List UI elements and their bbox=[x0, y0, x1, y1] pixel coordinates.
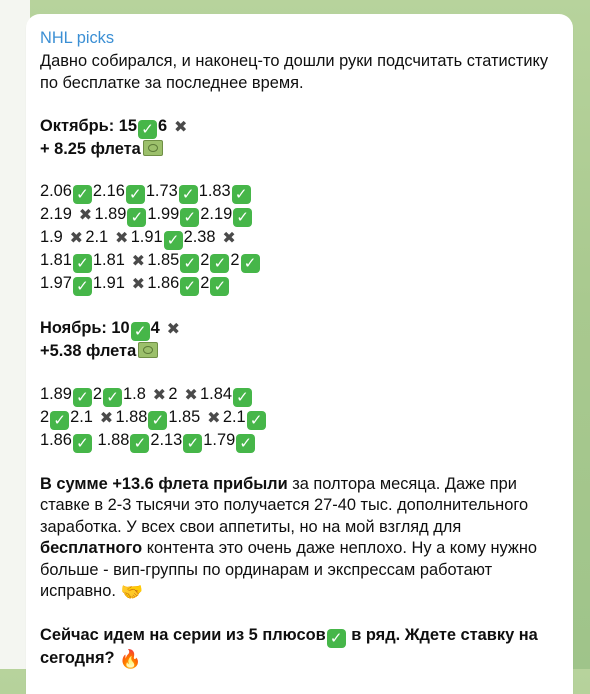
odds-row bbox=[40, 204, 560, 227]
cross-icon: ✖ bbox=[131, 253, 146, 271]
odds-value: 1.84 bbox=[200, 384, 232, 403]
odds-row bbox=[40, 250, 560, 273]
summary-text: В сумме +13.6 флета прибыли за полтора месяца. Даже при ставке в 2-3 тысячи это получается 27-40 тыс. дополнительного заработка. У всех свои аппетиты, но на мой взгляд для бесплатного контента это очень даже неплохо. Ну а кому нужно больше - вип-группы по ординарам и экспрессам работают исправно. 🤝 bbox=[40, 474, 538, 603]
cross-icon: ✖ bbox=[173, 118, 188, 136]
check-icon: ✓ bbox=[50, 411, 69, 430]
check-icon: ✓ bbox=[247, 411, 266, 430]
odds-value: 1.83 bbox=[198, 182, 231, 201]
odds-row bbox=[40, 384, 560, 407]
odds-value: 2.1 bbox=[85, 228, 113, 247]
november-header: Ноябрь: 10 ✓ 4 ✖ bbox=[40, 318, 181, 340]
cross-icon: ✖ bbox=[152, 386, 167, 404]
odds-value: 1.88 bbox=[115, 407, 148, 426]
message-content bbox=[40, 28, 560, 670]
odds-row bbox=[40, 273, 560, 296]
sender-name[interactable]: NHL picks bbox=[40, 29, 115, 47]
odds-value: 2 bbox=[230, 251, 240, 270]
check-icon: ✓ bbox=[183, 434, 202, 453]
odds-value: 1.85 bbox=[168, 407, 205, 426]
check-icon: ✓ bbox=[164, 231, 183, 250]
cross-icon: ✖ bbox=[207, 409, 221, 427]
check-icon: ✓ bbox=[73, 185, 92, 204]
cross-icon: ✖ bbox=[78, 207, 93, 225]
handshake-icon: 🤝 bbox=[120, 582, 143, 603]
cross-icon: ✖ bbox=[114, 230, 129, 248]
check-icon: ✓ bbox=[148, 411, 167, 430]
october-odds-list bbox=[40, 181, 560, 296]
money-with-wings-icon bbox=[143, 140, 163, 156]
odds-value: 2.19 bbox=[40, 205, 77, 224]
check-icon: ✓ bbox=[233, 388, 252, 407]
check-icon: ✓ bbox=[210, 277, 229, 296]
odds-value: 1.86 bbox=[40, 430, 72, 449]
check-icon: ✓ bbox=[241, 254, 260, 273]
odds-value: 2.13 bbox=[150, 430, 183, 449]
check-icon: ✓ bbox=[180, 254, 199, 273]
november-profit: +5.38 флета bbox=[40, 341, 560, 362]
odds-value: 2 bbox=[92, 384, 103, 403]
odds-value: 1.9 bbox=[40, 228, 68, 247]
odds-value: 2.16 bbox=[92, 182, 125, 201]
odds-value: 1.81 bbox=[92, 251, 130, 270]
october-profit: + 8.25 флета bbox=[40, 139, 560, 160]
odds-value: 1.88 bbox=[92, 430, 130, 449]
odds-value: 2.1 bbox=[222, 407, 246, 426]
odds-value: 1.89 bbox=[40, 384, 72, 403]
closing-text: Сейчас идем на серии из 5 плюсов ✓ в ряд. Ждете ставку на сегодня? 🔥 bbox=[40, 625, 538, 669]
odds-row bbox=[40, 407, 560, 430]
check-icon: ✓ bbox=[180, 208, 199, 227]
odds-row bbox=[40, 227, 560, 250]
cross-icon: ✖ bbox=[222, 230, 236, 248]
odds-row bbox=[40, 430, 560, 453]
intro-text: Давно собирался, и наконец-то дошли руки подсчитать статистику по бесплатке за последнее время. bbox=[40, 52, 549, 92]
check-icon: ✓ bbox=[233, 208, 252, 227]
november-odds-list bbox=[40, 384, 560, 453]
odds-value: 1.97 bbox=[40, 274, 72, 293]
odds-row bbox=[40, 181, 560, 204]
odds-value: 1.86 bbox=[147, 274, 180, 293]
odds-value: 2 bbox=[200, 274, 210, 293]
odds-value: 1.79 bbox=[203, 430, 236, 449]
odds-value: 1.91 bbox=[130, 228, 163, 247]
check-icon: ✓ bbox=[130, 434, 149, 453]
check-icon: ✓ bbox=[180, 277, 199, 296]
check-icon: ✓ bbox=[73, 434, 92, 453]
odds-value: 1.89 bbox=[94, 205, 127, 224]
check-icon: ✓ bbox=[327, 629, 346, 648]
check-icon: ✓ bbox=[73, 277, 92, 296]
check-icon: ✓ bbox=[138, 120, 157, 139]
cross-icon: ✖ bbox=[166, 320, 181, 338]
check-icon: ✓ bbox=[126, 185, 145, 204]
odds-value: 2 bbox=[200, 251, 210, 270]
check-icon: ✓ bbox=[131, 322, 150, 341]
odds-value: 1.73 bbox=[145, 182, 178, 201]
odds-value: 2 bbox=[168, 384, 183, 403]
odds-value: 1.99 bbox=[147, 205, 180, 224]
fire-icon: 🔥 bbox=[119, 648, 142, 669]
check-icon: ✓ bbox=[236, 434, 255, 453]
check-icon: ✓ bbox=[179, 185, 198, 204]
odds-value: 2.19 bbox=[200, 205, 233, 224]
cross-icon: ✖ bbox=[99, 409, 114, 427]
check-icon: ✓ bbox=[103, 388, 122, 407]
october-header: Октябрь: 15 ✓ 6 ✖ bbox=[40, 116, 188, 138]
check-icon: ✓ bbox=[232, 185, 251, 204]
check-icon: ✓ bbox=[127, 208, 146, 227]
check-icon: ✓ bbox=[73, 254, 92, 273]
cross-icon: ✖ bbox=[184, 386, 198, 404]
odds-value: 1.91 bbox=[92, 274, 130, 293]
odds-value: 2.06 bbox=[40, 182, 72, 201]
odds-value: 1.81 bbox=[40, 251, 72, 270]
check-icon: ✓ bbox=[210, 254, 229, 273]
cross-icon: ✖ bbox=[131, 276, 146, 294]
check-icon: ✓ bbox=[73, 388, 92, 407]
odds-value: 2.38 bbox=[183, 228, 221, 247]
odds-value: 1.85 bbox=[147, 251, 180, 270]
cross-icon: ✖ bbox=[69, 230, 84, 248]
odds-value: 1.8 bbox=[123, 384, 151, 403]
odds-value: 2 bbox=[40, 407, 50, 426]
odds-value: 2.1 bbox=[70, 407, 98, 426]
money-with-wings-icon bbox=[138, 342, 158, 358]
